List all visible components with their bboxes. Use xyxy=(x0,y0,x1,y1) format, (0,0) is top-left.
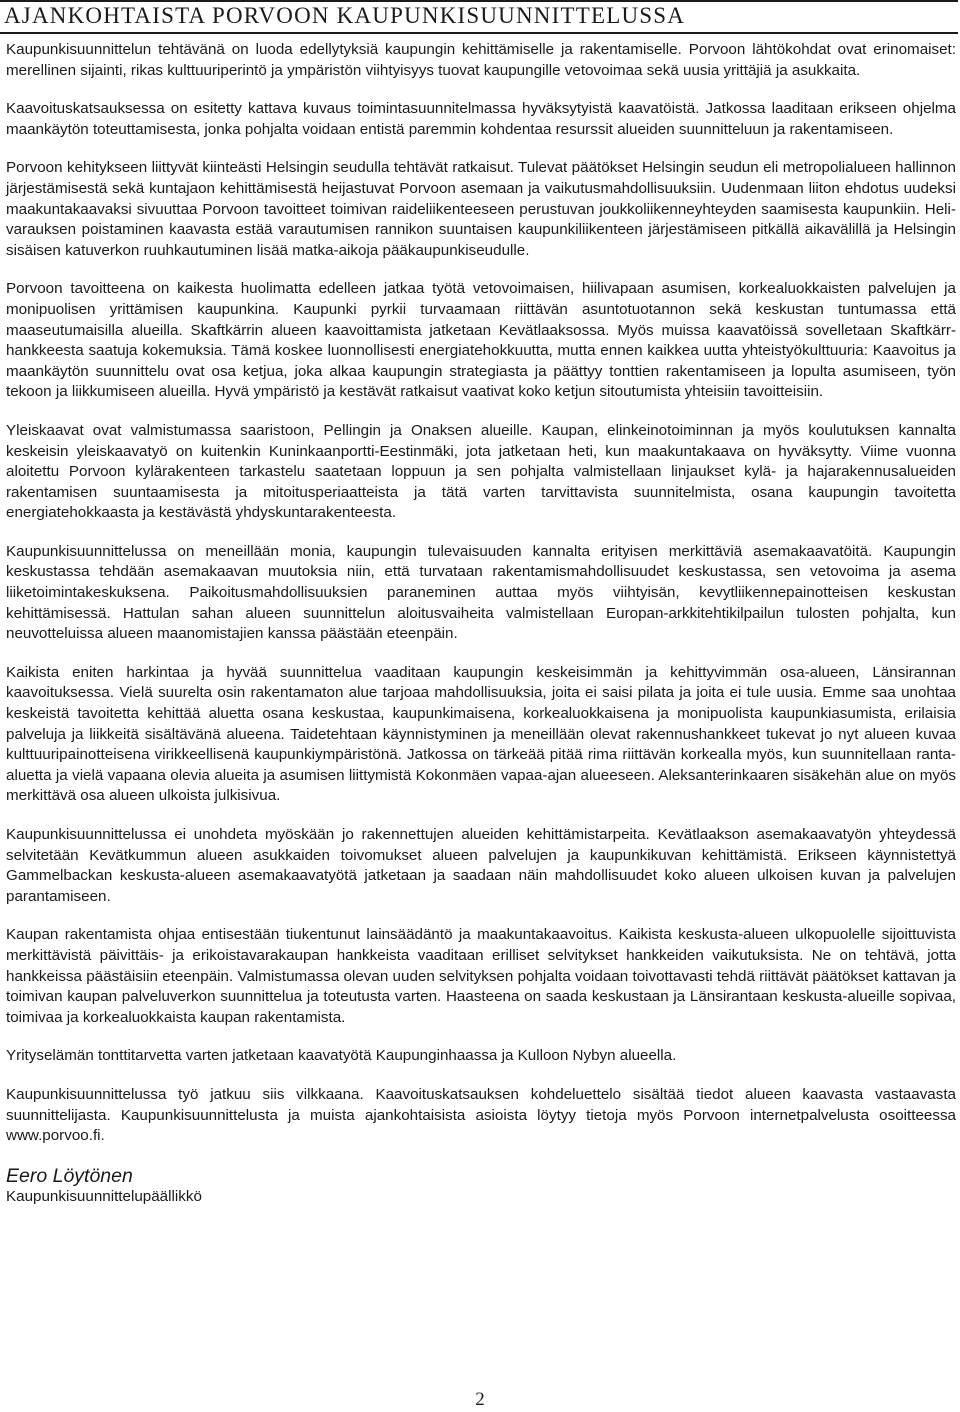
paragraph-6: Kaupunkisuunnittelussa on meneillään monia, kaupungin tulevaisuuden kannalta erityisen merkittäviä asemakaavatöitä. Kaupungin keskustassa tehdään asemakaavan muutoksia niin, että turvataan rakentamismahdollisuudet keskustassa, sen vetovoima ja asema liiketoimintakeskuksena. Paikoitusmahdollisuuksien paraneminen auttaa myös viihtyisän, kevytliikennepainotteisen keskustan kehittämisessä. Hattulan sahan alueen suunnittelun aloitusvaiheita valmistellaan Europan-arkkitehtikilpailun tulosten pohjalta, kun neuvotteluissa alueen maanomistajien kanssa päästään eteenpäin. xyxy=(6,542,956,643)
paragraph-5: Yleiskaavat ovat valmistumassa saaristoon, Pellingin ja Onaksen alueille. Kaupan, elinkeinotoiminnan ja myös koulutuksen kannalta keskeisin yleiskaavatyö on kuitenkin Kuninkaanportti-Eestinmäki, jota jatketaan heti, kun maakuntakaava on hyväksytty. Viime vuonna aloitettu Porvoon kylärakenteen tarkastelu saatetaan loppuun ja sen pohjalta valmistellaan linjaukset kylä- ja hajarakennusalueiden rakentamisen suuntaamisesta ja mitoitusperiaatteista ja tätä varten tarvittavista suunnitelmista, osana kaupungin tavoitetta energiatehokkaasta ja kestävästä yhdyskuntarakenteesta. xyxy=(6,421,956,522)
paragraph-2: Kaavoituskatsauksessa on esitetty kattava kuvaus toimintasuunnitelmassa hyväksytyistä kaavatöistä. Jatkossa laaditaan erikseen ohjelma maankäytön toteuttamisesta, jonka pohjalta voidaan entistä paremmin kohdentaa resurssit alueiden suunnitteluun ja rakentamiseen. xyxy=(6,100,956,138)
page-heading: AJANKOHTAISTA PORVOON KAUPUNKISUUNNITTELUSSA xyxy=(0,0,958,34)
paragraph-8: Kaupunkisuunnittelussa ei unohdeta myöskään jo rakennettujen alueiden kehittämistarpeita. Kevätlaakson asemakaavatyön yhteydessä selvitetään Kevätkummun alueen asukkaiden toivomukset alueen palvelujen ja kaupunkikuvan kehittämistä. Erikseen käynnistettyä Gammelbackan keskusta-alueen asemakaavatyötä jatketaan ja saadaan näin mahdollisuudet koko alueen ulkoisen kuvan ja palvelujen parantamiseen. xyxy=(6,826,956,905)
paragraph-3: Porvoon kehitykseen liittyvät kiinteästi Helsingin seudulla tehtävät ratkaisut. Tulevat päätökset Helsingin seudun eli metropolialueen hallinnon järjestämisestä sekä kuntajaon kehittämisestä heijastuvat Porvoon asemaan ja vaikutusmahdollisuuksiin. Uudenmaan liiton ehdotus uudeksi maakuntakaavaksi sivuuttaa Porvoon tavoitteet toimivan raideliikenteeseen perustuvan joukkoliikenneyhteyden saamisesta kaupunkiin. Heli-varauksen poistaminen kaavasta estää varautumisen rannikon suuntaisen kaupunkiliikenteen järjestämiseen pitkällä aikavälillä ja Helsingin sisäisen katuverkon ruuhkautuminen lisää matka-aikoja pääkaupunkiseudulle. xyxy=(6,159,956,259)
signature-title: Kaupunkisuunnittelupäällikkö xyxy=(6,1187,202,1205)
paragraph-9: Kaupan rakentamista ohjaa entisestään tiukentunut lainsäädäntö ja maakuntakaavoitus. Kaikista keskusta-alueen ulkopuolelle sijoittuvista merkittävistä päivittäis- ja erikoistavarakaupan hankkeista vaaditaan erilliset selvitykset hankkeiden vaikutuksista. Ne on tehtävä, jotta hankkeissa päästäisiin eteenpäin. Valmistumassa olevan uuden selvityksen pohjalta voidaan toivottavasti tehdä riittävät päätökset kattavan ja toimivan kaupan palveluverkon suunnittelua ja toteutusta varten. Haasteena on saada keskustaan ja Länsirantaan keskusta-alueille sopivaa, toimivaa ja korkealuokkaista kaupan rakentamista. xyxy=(6,926,956,1026)
paragraph-4: Porvoon tavoitteena on kaikesta huolimatta edelleen jatkaa työtä vetovoimaisen, hiilivapaan asumisen, korkealuokkaisten palvelujen ja monipuolisen yrittämisen kaupunkina. Kaupunki pyrkii turvaamaan riittävän asuntotuotannon sekä keskustan tuntumassa että maaseutumaisilla alueilla. Skaftkärrin alueen kaavoittamista jatketaan Kevätlaaksossa. Myös muissa kaavatöissä sovelletaan Skaftkärr-hankkeesta saatuja kokemuksia. Tämä koskee luonnollisesti energiatehokkuutta, mutta ennen kaikkea uutta yhteistyökulttuuria: Kaavoitus ja maankäytön suunnittelu ovat osa ketjua, joka alkaa kaupungin strategiasta ja päättyy tonttien rakentamiseen ja lopulta asumiseen, työn tekoon ja liikkumiseen alueilla. Hyvä ympäristö ja kestävät ratkaisut vaativat koko ketjun sitoutumista yhteisiin tavoitteisiin. xyxy=(6,280,956,401)
paragraph-7: Kaikista eniten harkintaa ja hyvää suunnittelua vaaditaan kaupungin keskeisimmän ja kehittyvimmän osa-alueen, Länsirannan kaavoituksessa. Vielä suurelta osin rakentamaton alue tarjoaa mahdollisuuksia, joita ei saisi pilata ja joita ei tule uusia. Emme saa unohtaa keskeistä tavoitetta kehittää aluetta osana keskustaa, kaupunkimaisena, korkealuokkaisena ja monipuolista kaupunkiasumista, erilaisia palveluja ja liikkeitä sisältävänä alueena. Taidetehtaan käynnistyminen ja meneillään olevat rakennushankkeet tukevat jo nyt alueen kuvaa kulttuuripainotteisena virikkeellisenä kaupunkiympäristönä. Jatkossa on tärkeää pitää rima riittävän korkealla myös, kun suunnitellaan ranta-aluetta ja vielä vapaana olevia alueita ja asumisen liittymistä Kokonmäen vapaa-ajan alueeseen. Aleksanterinkaaren sisäkehän alue on myös merkittävä osa alueen ulkoista julkisivua. xyxy=(6,663,956,805)
paragraph-1: Kaupunkisuunnittelun tehtävänä on luoda edellytyksiä kaupungin kehittämiselle ja rakentamiselle. Porvoon lähtökohdat ovat erinomaiset: merellinen sijainti, rikas kulttuuriperintö ja ympäristön viihtyisyys tuovat kaupungille vetovoimaa sekä uusia yrittäjiä ja asukkaita. xyxy=(6,41,956,79)
paragraph-11: Kaupunkisuunnittelussa työ jatkuu siis vilkkaana. Kaavoituskatsauksen kohdeluettelo sisältää tiedot alueen kaavasta vastaavasta suunnittelijasta. Kaupunkisuunnittelusta ja muista ajankohtaisista asioista löytyy tietoja myös Porvoon internetpalvelusta osoitteessa www.porvoo.fi. xyxy=(6,1085,956,1145)
paragraph-10: Yrityselämän tonttitarvetta varten jatketaan kaavatyötä Kaupunginhaassa ja Kulloon Nybyn alueella. xyxy=(6,1047,677,1065)
article-body xyxy=(6,40,956,1207)
page-number: 2 xyxy=(475,1389,485,1410)
signature-name: Eero Löytönen xyxy=(6,1164,133,1187)
